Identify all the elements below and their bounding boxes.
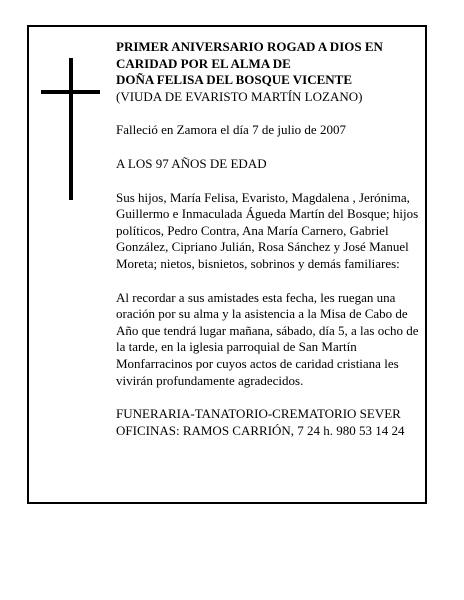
cross-vertical-bar [69,58,73,200]
message-paragraph: Al recordar a sus amistades esta fecha, les ruegan una oración por su alma y la asistencia a la Misa de Cabo de Año que tendrá lugar mañana, sábado, día 5, a las ocho de la tarde, en la iglesia parroquial de San Martín Monfarracinos por cuyos actos de caridad cristiana les vivirán profundamente agradecidos. [116,289,419,388]
notice-content [116,39,422,456]
age-line: A LOS 97 AÑOS DE EDAD [116,155,267,171]
notice-heading [116,39,422,105]
cross-horizontal-bar [41,90,100,94]
obituary-notice [27,25,427,504]
deceased-name: DOÑA FELISA DEL BOSQUE VICENTE [116,72,352,88]
funeral-home [116,406,422,439]
widow-line: (VIUDA DE EVARISTO MARTÍN LOZANO) [116,88,363,104]
funeral-home-name: FUNERARIA-TANATORIO-CREMATORIO SEVER [116,406,401,422]
death-info: Falleció en Zamora el día 7 de julio de 2007 [116,122,346,138]
heading-line: CARIDAD POR EL ALMA DE [116,55,291,71]
funeral-home-offices: OFICINAS: RAMOS CARRIÓN, 7 24 h. 980 53 14 24 [116,422,405,438]
family-paragraph: Sus hijos, María Felisa, Evaristo, Magdalena , Jerónima, Guillermo e Inmaculada Águeda Martín del Bosque; hijos políticos, Pedro Contra, Ana María Carnero, Gabriel González, Cipriano Julián, Rosa Sánchez y José Manuel Moreta; nietos, bisnietos, sobrinos y demás familiares: [116,189,419,271]
heading-line: PRIMER ANIVERSARIO ROGAD A DIOS EN [116,39,383,54]
